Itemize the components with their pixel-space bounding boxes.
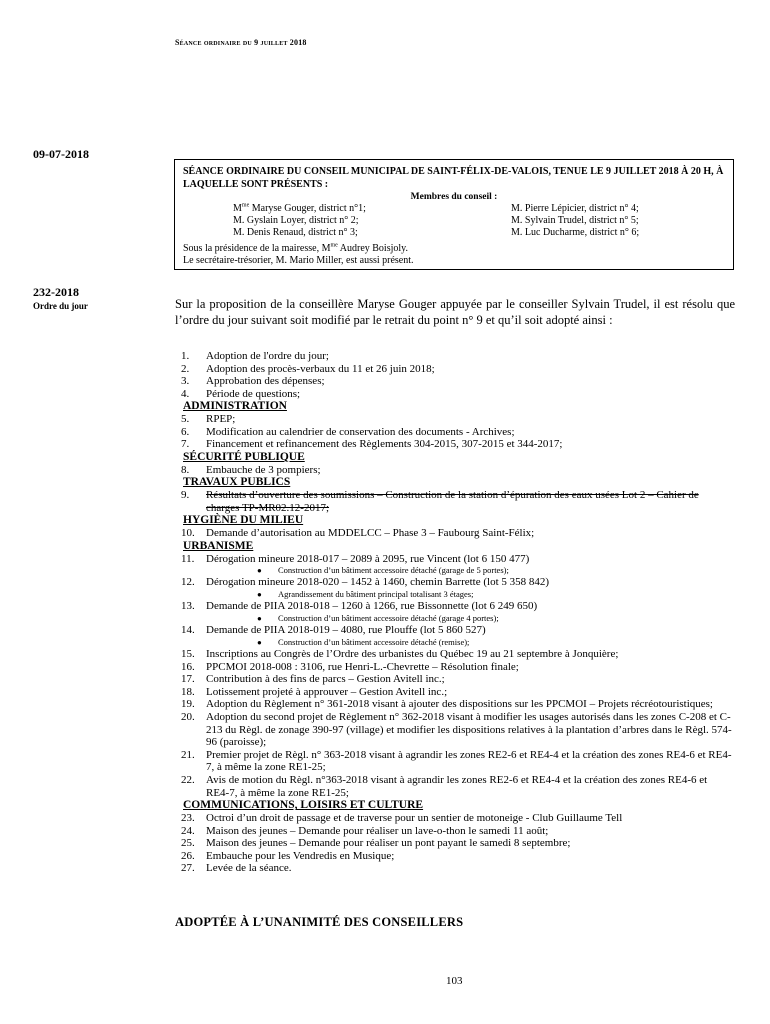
agenda-item — [181, 825, 733, 838]
running-header: Séance ordinaire du 9 juillet 2018 — [175, 38, 307, 47]
agenda-sub-bullet-text: Construction d’un bâtiment accessoire détaché (garage 4 portes); — [278, 612, 499, 623]
agenda-item — [181, 438, 733, 451]
agenda-item — [181, 711, 733, 749]
agenda-item — [181, 576, 733, 589]
agenda-section-heading: ADMINISTRATION — [183, 400, 287, 413]
agenda-item — [181, 464, 733, 477]
agenda-section-heading: COMMUNICATIONS, LOISIRS ET CULTURE — [183, 799, 424, 812]
agenda-item — [181, 624, 733, 637]
agenda-item-number: 9. — [181, 489, 190, 502]
agenda-item-text: Adoption des procès-verbaux du 11 et 26 juin 2018; — [206, 362, 435, 375]
member-entry: M. Pierre Lépicier, district n° 4; — [511, 203, 639, 214]
agenda-item — [181, 388, 733, 401]
bullet-icon: ● — [257, 613, 262, 623]
agenda-item-text: Adoption de l'ordre du jour; — [206, 350, 329, 362]
agenda-item-number: 14. — [181, 624, 195, 637]
agenda-item-number: 4. — [181, 387, 190, 400]
presidence-note: Sous la présidence de la mairesse, $M^{me}$ Audrey Boisjoly. Le secrétaire-trésorier, M. Mario Miller, est aussi présent. — [183, 242, 414, 266]
resolution-number: 232-2018 — [33, 285, 79, 299]
agenda-item — [181, 774, 733, 799]
bullet-icon: ● — [257, 637, 262, 647]
agenda-item — [181, 850, 733, 863]
agenda-item-number: 10. — [181, 527, 195, 540]
agenda-item-text: Octroi d’un droit de passage et de traverse pour un sentier de motoneige - Club Guillaume Tell — [206, 812, 623, 824]
agenda-item-number: 25. — [181, 837, 195, 850]
agenda-item-number: 2. — [181, 362, 190, 375]
secretary-note: Le secrétaire-trésorier, M. Mario Miller, est aussi présent. — [183, 255, 414, 266]
resolution-title: Ordre du jour — [33, 301, 88, 311]
agenda-item-number: 6. — [181, 425, 190, 438]
agenda-item-text: Dérogation mineure 2018-020 – 1452 à 1460, chemin Barrette (lot 5 358 842) — [206, 576, 550, 589]
agenda-sub-bullet — [181, 637, 733, 648]
agenda-item — [181, 812, 733, 825]
agenda-item — [181, 648, 733, 661]
agenda-item-text: Lotissement projeté à approuver – Gestion Avitell inc.; — [206, 685, 448, 698]
agenda-item — [181, 749, 733, 774]
agenda-item-text: PPCMOI 2018-008 : 3106, rue Henri-L.-Chevrette – Résolution finale; — [206, 660, 519, 673]
agenda-item-number: 13. — [181, 600, 195, 613]
agenda-sub-bullet — [181, 589, 733, 600]
attendance-heading: SÉANCE ORDINAIRE DU CONSEIL MUNICIPAL DE SAINT-FÉLIX-DE-VALOIS, TENUE LE 9 JUILLET 2018 À 20 H, À LAQUELLE SONT PRÉSENTS : — [183, 166, 724, 190]
members-label: Membres du conseil : — [410, 192, 498, 202]
agenda-item-number: 7. — [181, 438, 190, 451]
agenda-item — [181, 363, 733, 376]
bullet-icon: ● — [257, 590, 262, 599]
agenda-item — [181, 698, 733, 711]
agenda-section-heading: TRAVAUX PUBLICS — [183, 476, 291, 489]
agenda-item-text: Demande d’autorisation au MDDELCC – Phase 3 – Faubourg Saint-Félix; — [206, 527, 535, 540]
agenda-sub-bullet — [181, 613, 733, 624]
agenda-item-text: Demande de PIIA 2018-019 – 4080, rue Plouffe (lot 5 860 527) — [206, 624, 486, 637]
member-entry: M. Denis Renaud, district n° 3; — [233, 227, 358, 238]
member-entry: M. Luc Ducharme, district n° 6; — [511, 227, 640, 238]
agenda-item-number: 15. — [181, 648, 195, 661]
agenda-item — [181, 600, 733, 613]
agenda-sub-bullet-text: Construction d’un bâtiment accessoire détaché (remise); — [278, 636, 470, 647]
members-list — [183, 203, 725, 240]
agenda-item-number: 24. — [181, 824, 195, 837]
agenda-item-text: Résultats d’ouverture des soumissions – Construction de la station d’épuration des eaux usées Lot 2 – Cahier de charges TP-MR02.12-2017; — [206, 489, 699, 514]
agenda-item-number: 5. — [181, 413, 190, 426]
agenda-item-text: Embauche de 3 pompiers; — [206, 463, 321, 476]
member-entry: M. Sylvain Trudel, district n° 5; — [511, 215, 639, 226]
agenda-item-text: Maison des jeunes – Demande pour réaliser un lave-o-thon le samedi 11 août; — [206, 824, 549, 837]
agenda-item-withdrawn — [181, 489, 733, 514]
agenda-item-number: 21. — [181, 748, 195, 761]
agenda-item — [181, 673, 733, 686]
member-entry: $M^{me}$ Maryse Gouger, district n°1; — [233, 202, 366, 214]
agenda-item-text: Approbation des dépenses; — [206, 375, 325, 388]
agenda-item-number: 16. — [181, 660, 195, 673]
agenda-item-text: RPEP; — [206, 413, 236, 426]
agenda-sub-bullet-text: Agrandissement du bâtiment principal totalisant 3 étages; — [278, 589, 474, 599]
agenda-item-text: Levée de la séance. — [206, 862, 292, 875]
agenda-item-text: Adoption du second projet de Règlement n° 362-2018 visant à modifier les usages autorisés dans les zones C-208 et C-213 du Règl. de zonage 390-97 (village) et modifier les dispositions relatives à la plantation d’arbres dans le Règl. 574-96 (paroisse); — [206, 711, 732, 749]
page-number: 103 — [446, 975, 463, 987]
resolution-intro: Sur la proposition de la conseillère Maryse Gouger appuyée par le conseiller Sylvain Trudel, il est résolu que l’ordre du jour suivant soit modifié par le retrait du point n° 9 et qu’il soit adopté ainsi : — [175, 297, 735, 327]
agenda-item-number: 11. — [181, 552, 195, 565]
agenda-item — [181, 686, 733, 699]
agenda-item-number: 1. — [181, 350, 190, 362]
bullet-icon: ● — [257, 566, 262, 576]
agenda-item — [181, 375, 733, 388]
agenda-item-number: 8. — [181, 463, 190, 476]
agenda-item-number: 17. — [181, 673, 195, 686]
agenda-item-text: Inscriptions au Congrès de l’Ordre des urbanistes du Québec 19 au 21 septembre à Jonquière; — [206, 648, 619, 661]
attendance-box — [174, 159, 734, 270]
agenda-item-number: 27. — [181, 862, 195, 875]
agenda-item-text: Demande de PIIA 2018-018 – 1260 à 1266, rue Bissonnette (lot 6 249 650) — [206, 600, 538, 613]
agenda-section-heading: SÉCURITÉ PUBLIQUE — [183, 450, 305, 463]
agenda-item — [181, 837, 733, 850]
members-right-column — [511, 203, 639, 239]
agenda-item — [181, 862, 733, 875]
agenda-item-number: 18. — [181, 685, 195, 698]
meeting-date: 09-07-2018 — [33, 147, 89, 161]
agenda-item — [181, 350, 733, 363]
agenda-item-text: Avis de motion du Règl. n°363-2018 visant à agrandir les zones RE2-6 et RE4-4 et la création des zones RE4-6 et RE4-7, à même la zone RE1-25; — [206, 774, 708, 799]
agenda-section-heading: HYGIÈNE DU MILIEU — [183, 514, 304, 527]
agenda-sub-bullet-text: Construction d’un bâtiment accessoire détaché (garage de 5 portes); — [278, 565, 509, 576]
agenda-item-number: 19. — [181, 698, 195, 711]
agenda-item-text: Adoption du Règlement n° 361-2018 visant à ajouter des dispositions sur les PPCMOI – Projets récréotouristiques; — [206, 698, 713, 711]
agenda-item — [181, 413, 733, 426]
agenda-item-number: 22. — [181, 774, 195, 787]
agenda-item-number: 12. — [181, 576, 195, 589]
agenda-item-text: Financement et refinancement des Règlements 304-2015, 307-2015 et 344-2017; — [206, 438, 563, 451]
agenda-item-number: 26. — [181, 849, 195, 862]
agenda-item — [181, 661, 733, 674]
agenda-item-text: Premier projet de Règl. n° 363-2018 visant à agrandir les zones RE2-6 et RE4-4 et la création des zones RE4-6 et RE4-7, à même la zone RE1-25; — [206, 748, 732, 774]
agenda-sub-bullet — [181, 565, 733, 576]
member-entry: M. Gyslain Loyer, district n° 2; — [233, 215, 359, 226]
agenda-list — [181, 350, 733, 875]
adoption-statement: ADOPTÉE À L’UNANIMITÉ DES CONSEILLERS — [175, 915, 464, 929]
members-left-column — [233, 203, 366, 239]
agenda-item-text: Contribution à des fins de parcs – Gestion Avitell inc.; — [206, 673, 445, 686]
agenda-item — [181, 553, 733, 566]
agenda-item — [181, 426, 733, 439]
agenda-item-text: Période de questions; — [206, 387, 301, 400]
agenda-item-text: Maison des jeunes – Demande pour réaliser un pont payant le samedi 8 septembre; — [206, 837, 571, 850]
agenda-item-text: Dérogation mineure 2018-017 – 2089 à 2095, rue Vincent (lot 6 150 477) — [206, 552, 530, 565]
agenda-section-heading: URBANISME — [183, 539, 254, 552]
agenda-item-text: Embauche pour les Vendredis en Musique; — [206, 849, 395, 862]
agenda-item-number: 20. — [181, 711, 195, 724]
agenda-item-text: Modification au calendrier de conservation des documents - Archives; — [206, 425, 515, 438]
agenda-item-number: 3. — [181, 375, 190, 388]
agenda-item — [181, 527, 733, 540]
agenda-item-number: 23. — [181, 812, 195, 824]
